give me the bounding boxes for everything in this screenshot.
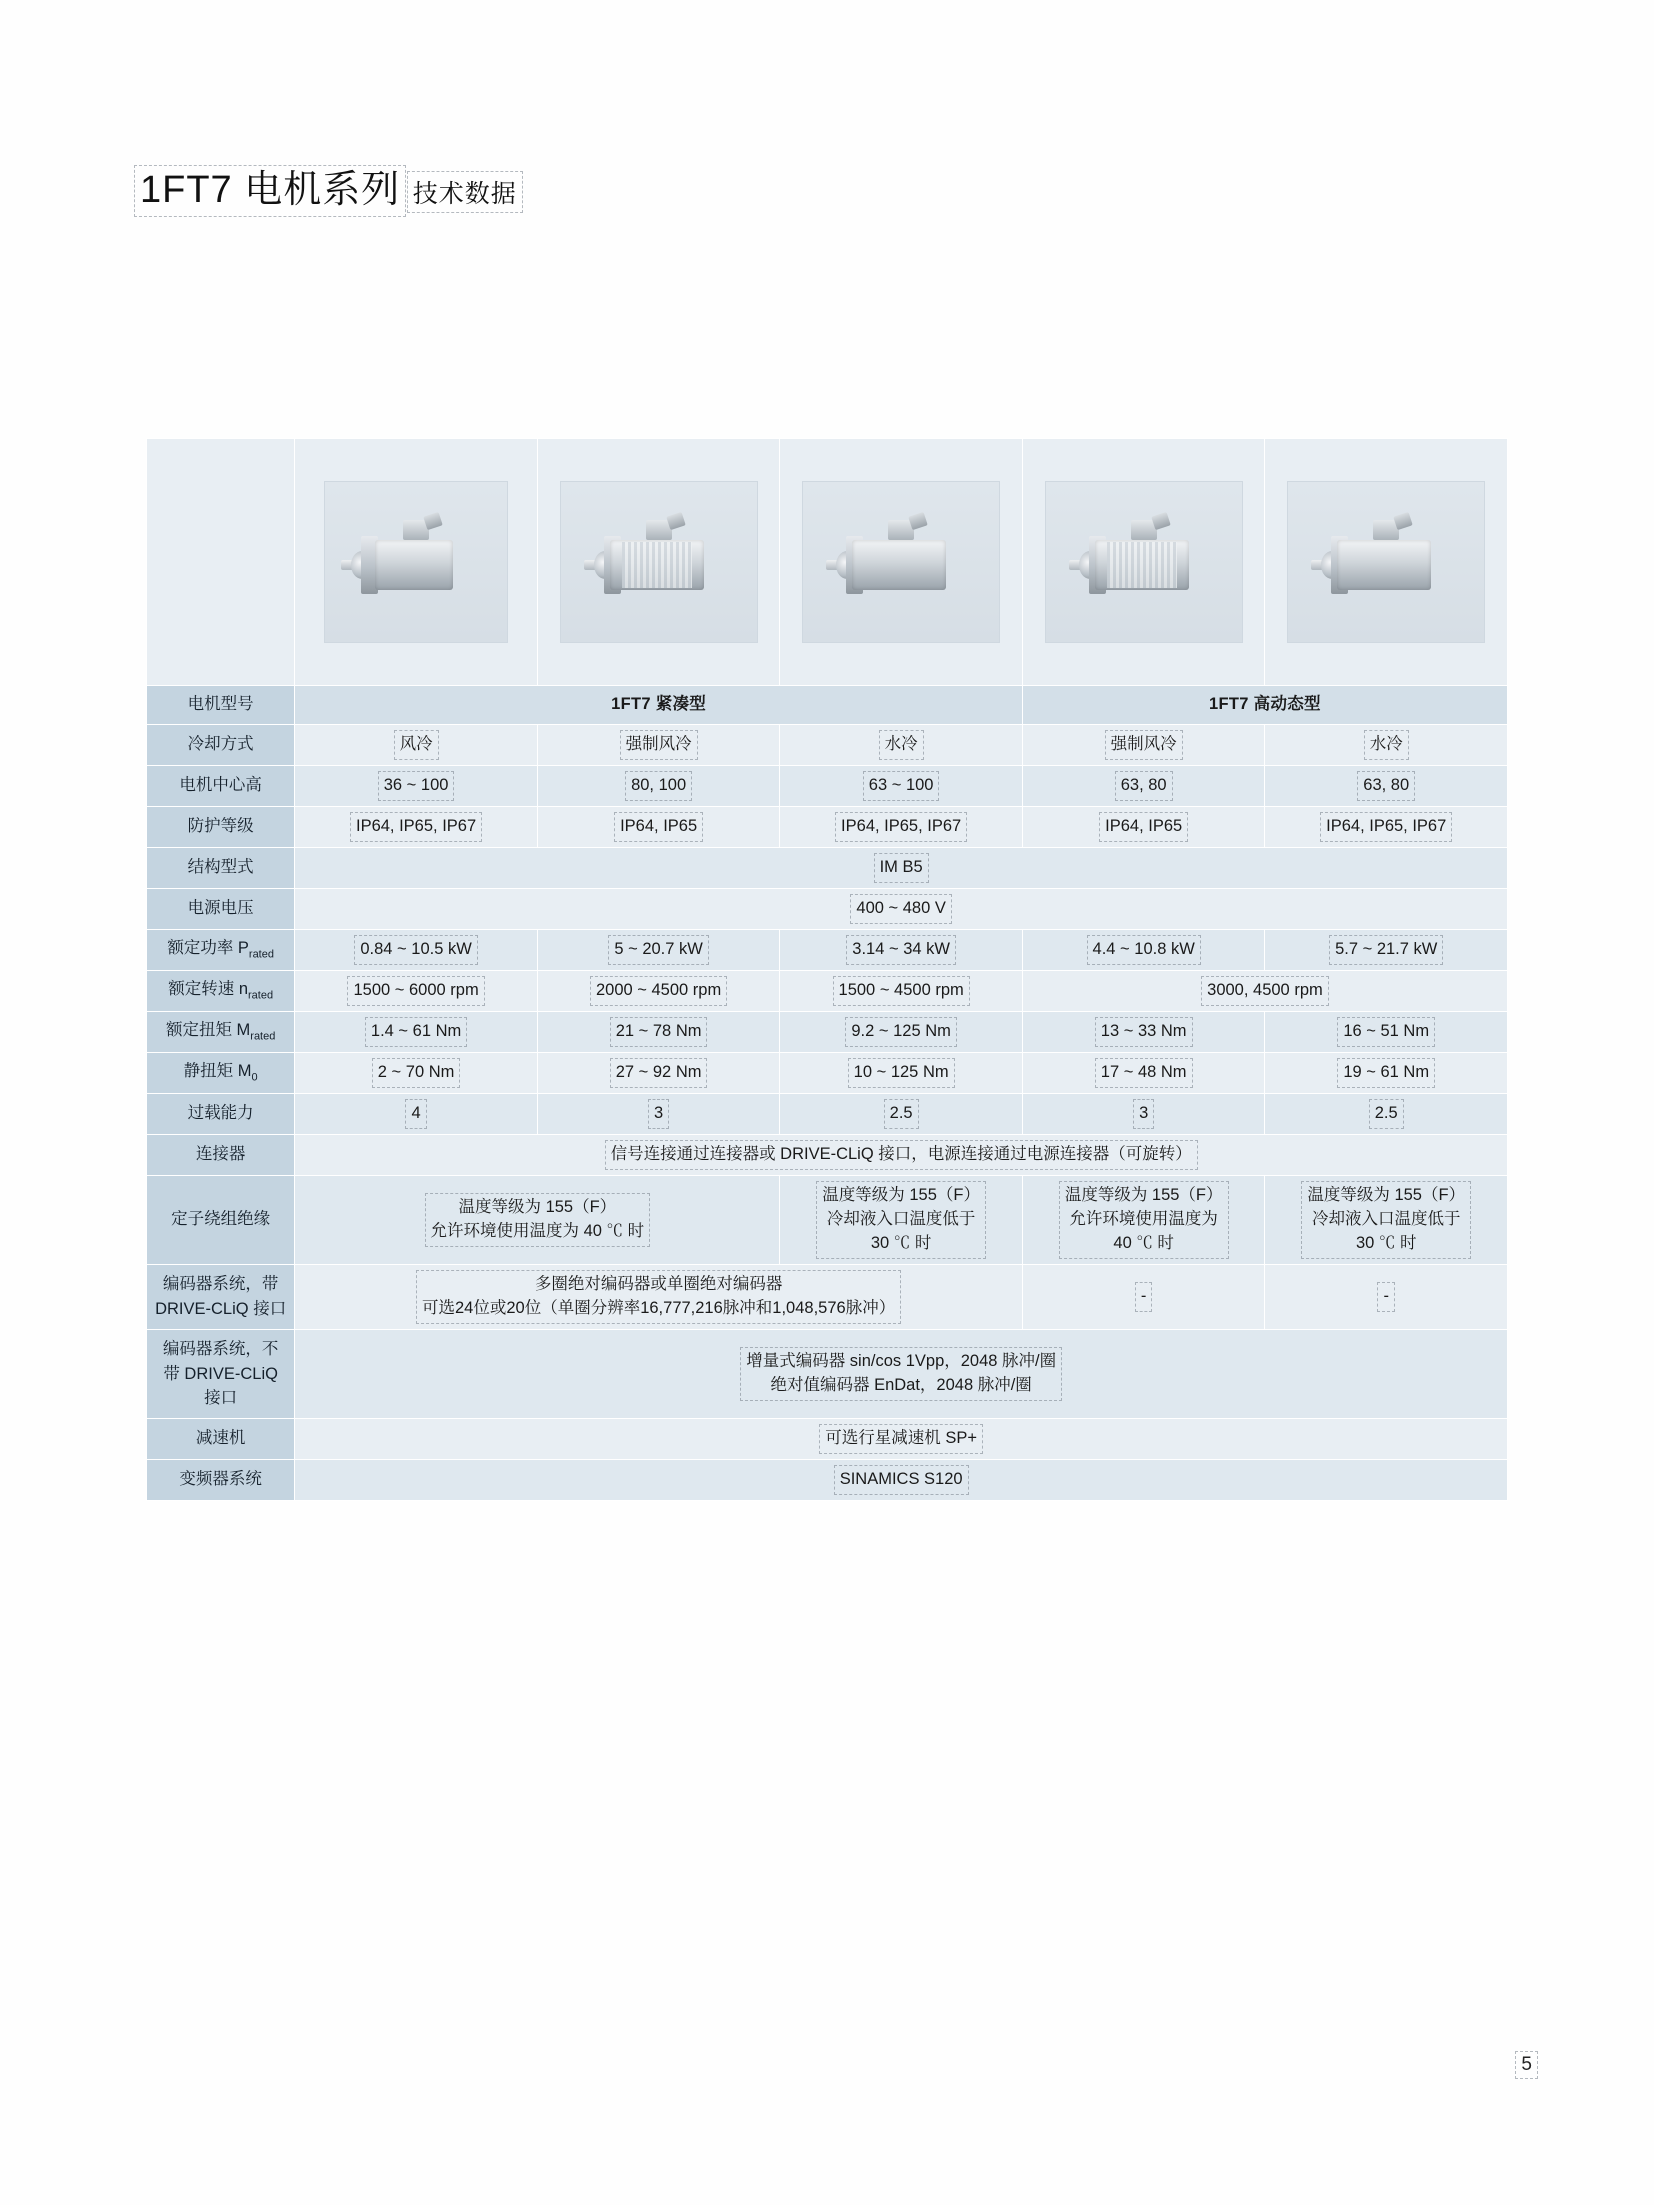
cell-height-2: 80, 100 (537, 765, 780, 806)
row-label-static-torque-sub: 0 (251, 1071, 258, 1084)
cell-power-3: 3.14 ~ 34 kW (780, 929, 1023, 970)
photo-row (147, 439, 1508, 686)
cell-ip-3: IP64, IP65, IP67 (780, 806, 1023, 847)
table-row (147, 1419, 1508, 1460)
cell-insulation-4: 温度等级为 155（F） 允许环境使用温度为 40 ℃ 时 (1022, 1176, 1265, 1265)
cell-cooling-4: 强制风冷 (1022, 724, 1265, 765)
cell-connector: 信号连接通过连接器或 DRIVE-CLiQ 接口，电源连接通过电源连接器（可旋转） (295, 1135, 1508, 1176)
table-row (147, 806, 1508, 847)
page-number: 5 (1517, 2053, 1536, 2077)
cell-height-1: 36 ~ 100 (295, 765, 538, 806)
cell-voltage: 400 ~ 480 V (295, 888, 1508, 929)
table-row (147, 929, 1508, 970)
cell-gearbox: 可选行星减速机 SP+ (295, 1419, 1508, 1460)
cell-static-5: 19 ~ 61 Nm (1265, 1053, 1508, 1094)
cell-torque-2: 21 ~ 78 Nm (537, 1012, 780, 1053)
row-label-insulation: 定子绕组绝缘 (147, 1176, 295, 1265)
row-label-static-torque (147, 1053, 295, 1094)
table-row (147, 1135, 1508, 1176)
table-row (147, 1176, 1508, 1265)
spec-table-wrapper (146, 438, 1508, 1501)
cell-drive-system: SINAMICS S120 (295, 1460, 1508, 1501)
row-label-rated-power-text: 额定功率 P (167, 938, 249, 957)
table-row (147, 1329, 1508, 1418)
cell-overload-2: 3 (537, 1094, 780, 1135)
row-label-rated-torque (147, 1012, 295, 1053)
cell-cooling-5: 水冷 (1265, 724, 1508, 765)
cell-ip-5: IP64, IP65, IP67 (1265, 806, 1508, 847)
table-row (147, 847, 1508, 888)
photo-cell-5 (1265, 439, 1508, 686)
photo-row-label-cell (147, 439, 295, 686)
table-row (147, 1094, 1508, 1135)
cell-power-4: 4.4 ~ 10.8 kW (1022, 929, 1265, 970)
cell-speed-3: 1500 ~ 4500 rpm (780, 970, 1023, 1011)
cell-static-2: 27 ~ 92 Nm (537, 1053, 780, 1094)
row-label-protection: 防护等级 (147, 806, 295, 847)
cell-overload-1: 4 (295, 1094, 538, 1135)
cell-speed-2: 2000 ~ 4500 rpm (537, 970, 780, 1011)
cell-static-1: 2 ~ 70 Nm (295, 1053, 538, 1094)
row-label-rated-speed (147, 970, 295, 1011)
cell-height-4: 63, 80 (1022, 765, 1265, 806)
cell-torque-5: 16 ~ 51 Nm (1265, 1012, 1508, 1053)
cell-speed-1: 1500 ~ 6000 rpm (295, 970, 538, 1011)
cell-encoder-with-cliq-4: - (1022, 1265, 1265, 1330)
row-label-overload: 过载能力 (147, 1094, 295, 1135)
row-label-rated-speed-text: 额定转速 n (168, 979, 248, 998)
cell-torque-1: 1.4 ~ 61 Nm (295, 1012, 538, 1053)
table-row (147, 1053, 1508, 1094)
cell-ip-1: IP64, IP65, IP67 (295, 806, 538, 847)
motor-photo-1 (324, 481, 508, 643)
cell-cooling-2: 强制风冷 (537, 724, 780, 765)
table-row (147, 724, 1508, 765)
row-label-drive-system: 变频器系统 (147, 1460, 295, 1501)
cell-ip-2: IP64, IP65 (537, 806, 780, 847)
table-header-row (147, 686, 1508, 725)
row-label-gearbox: 减速机 (147, 1419, 295, 1460)
page-title: 1FT7 电机系列 (136, 167, 404, 215)
cell-encoder-with-cliq: 多圈绝对编码器或单圈绝对编码器 可选24位或20位（单圈分辨率16,777,216脉冲和1,048,576脉冲） (295, 1265, 1023, 1330)
row-label-shaft-height: 电机中心高 (147, 765, 295, 806)
row-label-voltage: 电源电压 (147, 888, 295, 929)
cell-overload-3: 2.5 (780, 1094, 1023, 1135)
row-label-rated-speed-sub: rated (248, 989, 274, 1002)
motor-photo-3 (802, 481, 1000, 643)
page-subtitle: 技术数据 (409, 173, 521, 211)
heading-block (136, 155, 521, 215)
group-compact: 1FT7 紧凑型 (295, 686, 1023, 725)
cell-construction: IM B5 (295, 847, 1508, 888)
table-row (147, 970, 1508, 1011)
cell-cooling-3: 水冷 (780, 724, 1023, 765)
table-row (147, 888, 1508, 929)
cell-height-5: 63, 80 (1265, 765, 1508, 806)
cell-insulation-1-2: 温度等级为 155（F） 允许环境使用温度为 40 ℃ 时 (295, 1176, 780, 1265)
cell-cooling-1: 风冷 (295, 724, 538, 765)
motor-photo-4 (1045, 481, 1243, 643)
header-label: 电机型号 (147, 686, 295, 725)
cell-overload-5: 2.5 (1265, 1094, 1508, 1135)
cell-encoder-with-cliq-5: - (1265, 1265, 1508, 1330)
cell-speed-4-5: 3000, 4500 rpm (1022, 970, 1507, 1011)
row-label-static-torque-text: 静扭矩 M (183, 1062, 252, 1081)
cell-overload-4: 3 (1022, 1094, 1265, 1135)
cell-height-3: 63 ~ 100 (780, 765, 1023, 806)
cell-insulation-5: 温度等级为 155（F） 冷却液入口温度低于 30 ℃ 时 (1265, 1176, 1508, 1265)
photo-cell-2 (537, 439, 780, 686)
row-label-connector: 连接器 (147, 1135, 295, 1176)
group-dynamic: 1FT7 高动态型 (1022, 686, 1507, 725)
spec-table (146, 438, 1508, 1501)
photo-cell-3 (780, 439, 1023, 686)
table-row (147, 765, 1508, 806)
motor-photo-2 (560, 481, 758, 643)
cell-static-4: 17 ~ 48 Nm (1022, 1053, 1265, 1094)
table-row (147, 1012, 1508, 1053)
table-row (147, 1265, 1508, 1330)
cell-ip-4: IP64, IP65 (1022, 806, 1265, 847)
row-label-rated-power (147, 929, 295, 970)
cell-torque-3: 9.2 ~ 125 Nm (780, 1012, 1023, 1053)
photo-cell-4 (1022, 439, 1265, 686)
row-label-rated-torque-text: 额定扭矩 M (165, 1021, 251, 1039)
photo-cell-1 (295, 439, 538, 686)
cell-encoder-without-cliq: 增量式编码器 sin/cos 1Vpp，2048 脉冲/圈 绝对值编码器 EnDat，2048 脉冲/圈 (295, 1329, 1508, 1418)
row-label-rated-torque-sub: rated (250, 1030, 276, 1043)
cell-power-2: 5 ~ 20.7 kW (537, 929, 780, 970)
row-label-cooling: 冷却方式 (147, 724, 295, 765)
row-label-construction: 结构型式 (147, 847, 295, 888)
cell-insulation-3: 温度等级为 155（F） 冷却液入口温度低于 30 ℃ 时 (780, 1176, 1023, 1265)
table-row (147, 1460, 1508, 1501)
cell-static-3: 10 ~ 125 Nm (780, 1053, 1023, 1094)
cell-power-5: 5.7 ~ 21.7 kW (1265, 929, 1508, 970)
row-label-encoder-with-cliq: 编码器系统，带DRIVE-CLiQ 接口 (147, 1265, 295, 1330)
cell-torque-4: 13 ~ 33 Nm (1022, 1012, 1265, 1053)
row-label-rated-power-sub: rated (248, 947, 274, 960)
motor-photo-5 (1287, 481, 1485, 643)
row-label-encoder-without-cliq: 编码器系统，不带 DRIVE-CLiQ 接口 (147, 1329, 295, 1418)
cell-power-1: 0.84 ~ 10.5 kW (295, 929, 538, 970)
